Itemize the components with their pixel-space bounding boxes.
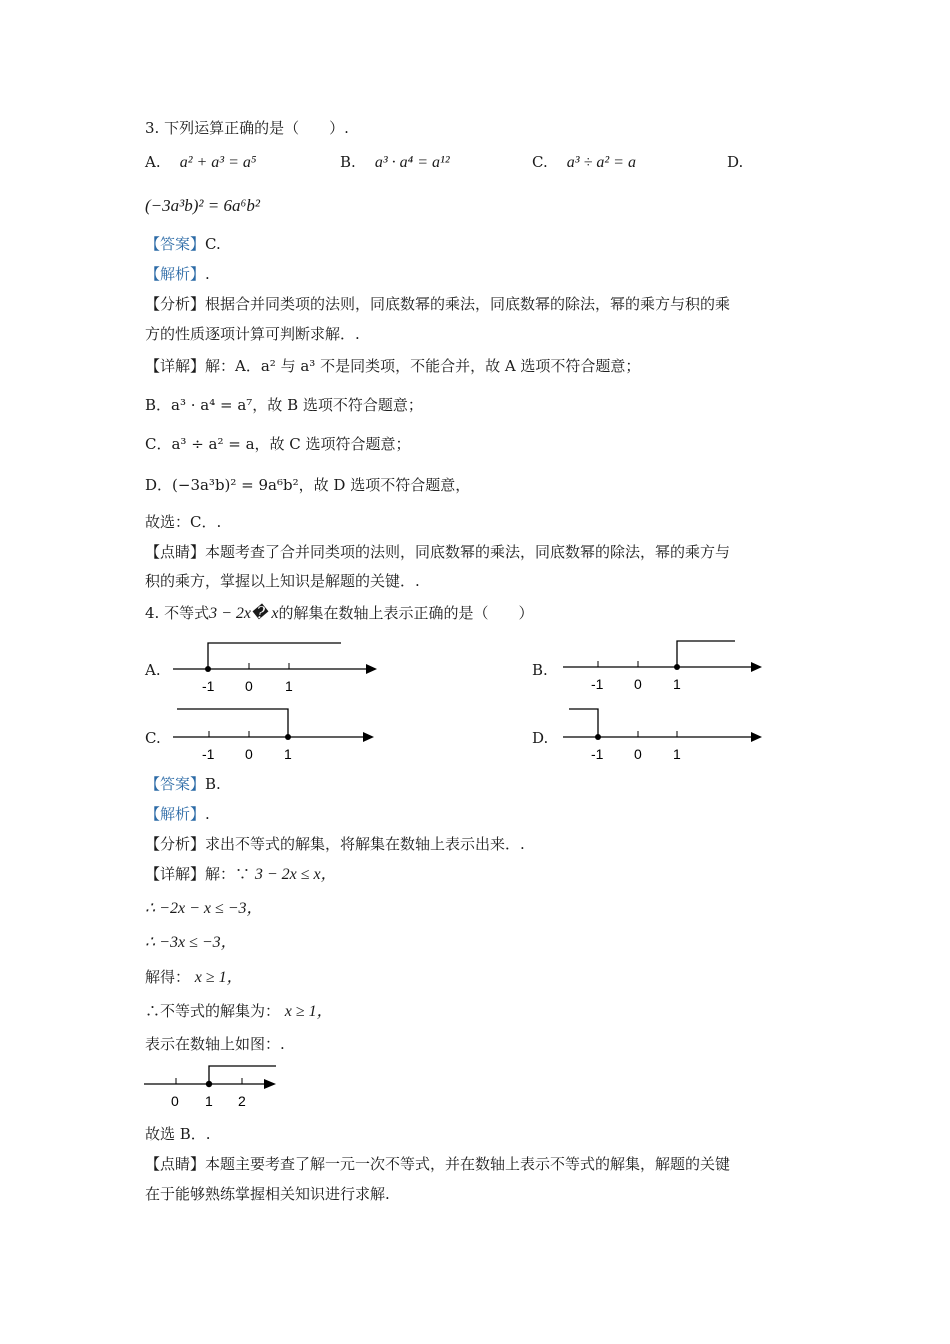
q3-detail-b: B．a³ · a⁴ = a⁷，故 B 选项不符合题意；: [145, 396, 423, 414]
q4-numberline-b: [555, 635, 775, 700]
q3-option-b: B. a³ · a⁴ = a¹²: [340, 153, 450, 171]
q4-option-d-label: D.: [532, 729, 549, 747]
tick-label: 0: [245, 746, 253, 762]
q4-numberline-c: [165, 703, 385, 768]
q3-detail-a: 【详解】解：A．a² 与 a³ 不是同类项，不能合并，故 A 选项不符合题意；: [145, 357, 641, 375]
q4-step3: ∴ −3x ≤ −3，: [145, 934, 237, 951]
q4-step1: 【详解】解：∵ 3 − 2x ≤ x，: [145, 865, 337, 883]
tick-label: 1: [284, 746, 292, 762]
q4-show: 表示在数轴上如图：.: [145, 1035, 285, 1053]
q3-fenxi-1: 【分析】根据合并同类项的法则，同底数幂的乘法，同底数幂的除法，幂的乘方与积的乘: [145, 295, 731, 313]
q4-option-c-label: C.: [145, 729, 161, 747]
q3-option-a: A. a² + a³ = a⁵: [145, 153, 257, 171]
q3-analysis: 【解析】.: [145, 265, 210, 283]
tick-label: 0: [634, 746, 642, 762]
q4-step4: 解得： x ≥ 1，: [145, 968, 243, 986]
q4-step5: ∴不等式的解集为： x ≥ 1，: [145, 1002, 333, 1020]
q3-detail-c: C．a³ ÷ a² = a，故 C 选项符合题意；: [145, 435, 411, 453]
q3-stem: 3. 下列运算正确的是（ ）.: [145, 119, 349, 137]
tick-label: -1: [591, 746, 604, 762]
tick-label: -1: [202, 678, 215, 694]
q4-option-b-label: B.: [532, 661, 548, 679]
tick-label: 0: [171, 1093, 179, 1109]
q3-detail-d: D．(−3a³b)² = 9a⁶b²，故 D 选项不符合题意，: [145, 476, 471, 494]
q4-option-a-label: A.: [145, 661, 161, 679]
q3-dianjing-2: 积的乘方，掌握以上知识是解题的关键．.: [145, 572, 420, 590]
q4-numberline-a: [165, 635, 385, 700]
q3-choose: 故选：C．.: [145, 513, 222, 531]
q4-numberline-d: [555, 703, 775, 768]
q4-choose: 故选 B．.: [145, 1125, 211, 1143]
q4-analysis: 【解析】.: [145, 805, 210, 823]
q4-dianjing-2: 在于能够熟练掌握相关知识进行求解.: [145, 1185, 390, 1203]
q4-final-numberline: [140, 1060, 300, 1116]
tick-label: 1: [285, 678, 293, 694]
q3-option-d-label: D.: [727, 153, 744, 171]
q4-answer: 【答案】B.: [145, 775, 221, 793]
q3-dianjing-1: 【点睛】本题考查了合并同类项的法则，同底数幂的乘法，同底数幂的除法，幂的乘方与: [145, 543, 731, 561]
q4-fenxi: 【分析】求出不等式的解集，将解集在数轴上表示出来．.: [145, 835, 525, 853]
q3-option-d-expr: (−3a³b)² = 6a⁶b²: [145, 196, 260, 215]
q4-dianjing-1: 【点睛】本题主要考查了解一元一次不等式，并在数轴上表示不等式的解集，解题的关键: [145, 1155, 731, 1173]
tick-label: 0: [245, 678, 253, 694]
q4-step2: ∴ −2x − x ≤ −3，: [145, 900, 263, 917]
tick-label: -1: [202, 746, 215, 762]
tick-label: -1: [591, 676, 604, 692]
tick-label: 1: [673, 746, 681, 762]
tick-label: 1: [205, 1093, 213, 1109]
q4-stem: 4. 不等式3 − 2x� x的解集在数轴上表示正确的是（ ）: [145, 604, 534, 622]
tick-label: 2: [238, 1093, 246, 1109]
q3-answer: 【答案】C.: [145, 235, 221, 253]
q3-fenxi-2: 方的性质逐项计算可判断求解．.: [145, 325, 360, 343]
q3-option-c: C. a³ ÷ a² = a: [532, 153, 636, 171]
tick-label: 0: [634, 676, 642, 692]
tick-label: 1: [673, 676, 681, 692]
